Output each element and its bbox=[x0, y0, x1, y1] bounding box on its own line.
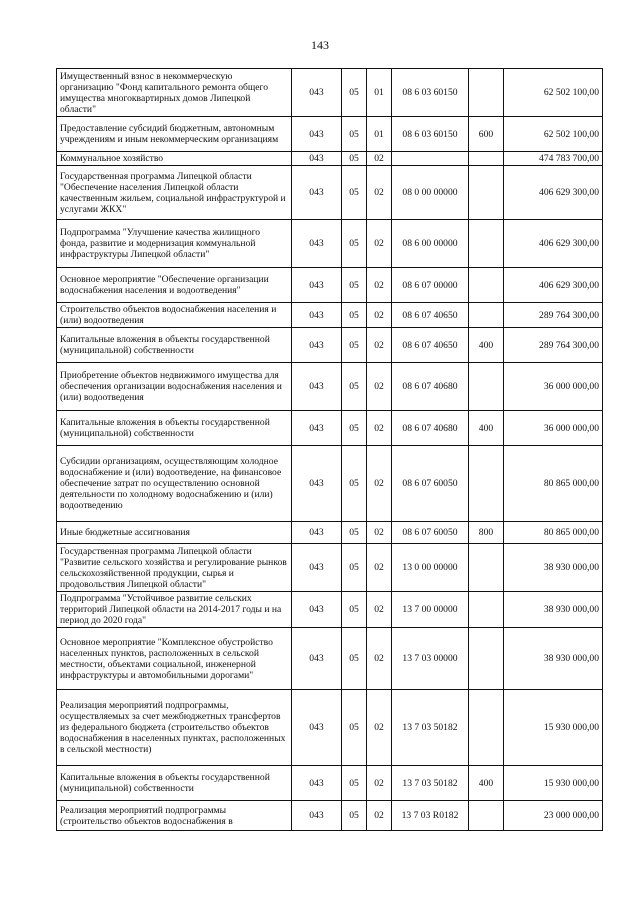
subsection-code-cell: 02 bbox=[367, 592, 392, 628]
expense-type-cell: 800 bbox=[469, 522, 504, 544]
table-row bbox=[57, 363, 603, 411]
section-code-cell: 05 bbox=[342, 220, 367, 268]
expense-type-cell bbox=[469, 446, 504, 522]
subsection-code-cell: 02 bbox=[367, 328, 392, 363]
target-article-cell: 13 7 03 50182 bbox=[392, 766, 469, 801]
subsection-code-cell: 02 bbox=[367, 446, 392, 522]
expense-type-cell bbox=[469, 303, 504, 328]
expense-type-cell bbox=[469, 69, 504, 117]
ministry-code-cell: 043 bbox=[292, 220, 342, 268]
expense-type-cell bbox=[469, 268, 504, 303]
amount-cell: 406 629 300,00 bbox=[504, 220, 603, 268]
row-name-cell: Субсидии организациям, осуществляющим холодное водоснабжение и (или) водоотведение, на финансовое обеспечение затрат по осуществлению основной деятельности по холодному водоснабжению и (или) водоотведению bbox=[57, 446, 292, 522]
section-code-cell: 05 bbox=[342, 328, 367, 363]
table-row bbox=[57, 628, 603, 690]
amount-cell: 38 930 000,00 bbox=[504, 628, 603, 690]
row-name-cell: Капитальные вложения в объекты государственной (муниципальной) собственности bbox=[57, 411, 292, 446]
section-code-cell: 05 bbox=[342, 69, 367, 117]
subsection-code-cell: 02 bbox=[367, 152, 392, 166]
target-article-cell: 13 7 03 00000 bbox=[392, 628, 469, 690]
target-article-cell: 08 6 07 00000 bbox=[392, 268, 469, 303]
table-row bbox=[57, 166, 603, 220]
subsection-code-cell: 02 bbox=[367, 411, 392, 446]
section-code-cell: 05 bbox=[342, 446, 367, 522]
ministry-code-cell: 043 bbox=[292, 446, 342, 522]
expense-type-cell bbox=[469, 166, 504, 220]
target-article-cell: 08 6 03 60150 bbox=[392, 69, 469, 117]
amount-cell: 80 865 000,00 bbox=[504, 446, 603, 522]
ministry-code-cell: 043 bbox=[292, 411, 342, 446]
ministry-code-cell: 043 bbox=[292, 117, 342, 152]
subsection-code-cell: 02 bbox=[367, 166, 392, 220]
section-code-cell: 05 bbox=[342, 303, 367, 328]
target-article-cell: 08 6 03 60150 bbox=[392, 117, 469, 152]
expense-type-cell bbox=[469, 363, 504, 411]
section-code-cell: 05 bbox=[342, 544, 367, 592]
ministry-code-cell: 043 bbox=[292, 69, 342, 117]
budget-table-body bbox=[57, 69, 603, 831]
target-article-cell: 08 6 07 40650 bbox=[392, 303, 469, 328]
row-name-cell: Реализация мероприятий подпрограммы, осуществляемых за счет межбюджетных трансфертов из федерального бюджета (строительство объектов водоснабжения в населенных пунктах, расположенных в сельской местности) bbox=[57, 690, 292, 766]
row-name-cell: Государственная программа Липецкой области "Обеспечение населения Липецкой области качественным жильем, социальной инфраструктурой и услугами ЖКХ" bbox=[57, 166, 292, 220]
row-name-cell: Иные бюджетные ассигнования bbox=[57, 522, 292, 544]
expense-type-cell bbox=[469, 544, 504, 592]
table-row bbox=[57, 446, 603, 522]
table-row bbox=[57, 69, 603, 117]
row-name-cell: Основное мероприятие "Комплексное обустройство населенных пунктов, расположенных в сельской местности, объектами социальной, инженерной инфраструктуры и автомобильными дорогами" bbox=[57, 628, 292, 690]
amount-cell: 38 930 000,00 bbox=[504, 592, 603, 628]
target-article-cell: 08 6 07 40680 bbox=[392, 411, 469, 446]
table-row bbox=[57, 690, 603, 766]
target-article-cell bbox=[392, 152, 469, 166]
section-code-cell: 05 bbox=[342, 411, 367, 446]
ministry-code-cell: 043 bbox=[292, 801, 342, 831]
subsection-code-cell: 02 bbox=[367, 628, 392, 690]
section-code-cell: 05 bbox=[342, 166, 367, 220]
table-row bbox=[57, 220, 603, 268]
subsection-code-cell: 02 bbox=[367, 303, 392, 328]
amount-cell: 15 930 000,00 bbox=[504, 766, 603, 801]
row-name-cell: Предоставление субсидий бюджетным, автономным учреждениям и иным некоммерческим организациям bbox=[57, 117, 292, 152]
ministry-code-cell: 043 bbox=[292, 303, 342, 328]
amount-cell: 80 865 000,00 bbox=[504, 522, 603, 544]
budget-table bbox=[56, 68, 603, 831]
table-row bbox=[57, 303, 603, 328]
subsection-code-cell: 02 bbox=[367, 268, 392, 303]
section-code-cell: 05 bbox=[342, 522, 367, 544]
amount-cell: 36 000 000,00 bbox=[504, 363, 603, 411]
expense-type-cell: 600 bbox=[469, 117, 504, 152]
subsection-code-cell: 01 bbox=[367, 69, 392, 117]
expense-type-cell bbox=[469, 220, 504, 268]
table-row bbox=[57, 152, 603, 166]
amount-cell: 406 629 300,00 bbox=[504, 268, 603, 303]
ministry-code-cell: 043 bbox=[292, 268, 342, 303]
table-row bbox=[57, 268, 603, 303]
table-row bbox=[57, 328, 603, 363]
amount-cell: 36 000 000,00 bbox=[504, 411, 603, 446]
table-row bbox=[57, 766, 603, 801]
section-code-cell: 05 bbox=[342, 117, 367, 152]
ministry-code-cell: 043 bbox=[292, 544, 342, 592]
ministry-code-cell: 043 bbox=[292, 166, 342, 220]
expense-type-cell bbox=[469, 628, 504, 690]
table-row bbox=[57, 592, 603, 628]
subsection-code-cell: 02 bbox=[367, 690, 392, 766]
table-row bbox=[57, 801, 603, 831]
row-name-cell: Строительство объектов водоснабжения населения и (или) водоотведения bbox=[57, 303, 292, 328]
amount-cell: 406 629 300,00 bbox=[504, 166, 603, 220]
amount-cell: 15 930 000,00 bbox=[504, 690, 603, 766]
subsection-code-cell: 02 bbox=[367, 522, 392, 544]
amount-cell: 62 502 100,00 bbox=[504, 117, 603, 152]
row-name-cell: Основное мероприятие "Обеспечение организации водоснабжения населения и водоотведения" bbox=[57, 268, 292, 303]
table-row bbox=[57, 117, 603, 152]
amount-cell: 289 764 300,00 bbox=[504, 328, 603, 363]
amount-cell: 62 502 100,00 bbox=[504, 69, 603, 117]
row-name-cell: Подпрограмма "Устойчивое развитие сельских территорий Липецкой области на 2014-2017 годы и на период до 2020 года" bbox=[57, 592, 292, 628]
subsection-code-cell: 02 bbox=[367, 801, 392, 831]
section-code-cell: 05 bbox=[342, 363, 367, 411]
ministry-code-cell: 043 bbox=[292, 363, 342, 411]
subsection-code-cell: 02 bbox=[367, 766, 392, 801]
amount-cell: 289 764 300,00 bbox=[504, 303, 603, 328]
amount-cell: 38 930 000,00 bbox=[504, 544, 603, 592]
subsection-code-cell: 02 bbox=[367, 363, 392, 411]
amount-cell: 23 000 000,00 bbox=[504, 801, 603, 831]
ministry-code-cell: 043 bbox=[292, 766, 342, 801]
row-name-cell: Коммунальное хозяйство bbox=[57, 152, 292, 166]
amount-cell: 474 783 700,00 bbox=[504, 152, 603, 166]
subsection-code-cell: 02 bbox=[367, 220, 392, 268]
section-code-cell: 05 bbox=[342, 152, 367, 166]
row-name-cell: Реализация мероприятий подпрограммы (строительство объектов водоснабжения в bbox=[57, 801, 292, 831]
expense-type-cell: 400 bbox=[469, 328, 504, 363]
target-article-cell: 13 0 00 00000 bbox=[392, 544, 469, 592]
target-article-cell: 08 6 07 40650 bbox=[392, 328, 469, 363]
section-code-cell: 05 bbox=[342, 766, 367, 801]
section-code-cell: 05 bbox=[342, 592, 367, 628]
row-name-cell: Капитальные вложения в объекты государственной (муниципальной) собственности bbox=[57, 766, 292, 801]
ministry-code-cell: 043 bbox=[292, 328, 342, 363]
expense-type-cell bbox=[469, 690, 504, 766]
section-code-cell: 05 bbox=[342, 628, 367, 690]
target-article-cell: 08 6 07 60050 bbox=[392, 446, 469, 522]
expense-type-cell bbox=[469, 801, 504, 831]
expense-type-cell bbox=[469, 152, 504, 166]
target-article-cell: 13 7 03 50182 bbox=[392, 690, 469, 766]
expense-type-cell: 400 bbox=[469, 766, 504, 801]
target-article-cell: 08 0 00 00000 bbox=[392, 166, 469, 220]
section-code-cell: 05 bbox=[342, 268, 367, 303]
table-row bbox=[57, 411, 603, 446]
expense-type-cell bbox=[469, 592, 504, 628]
row-name-cell: Капитальные вложения в объекты государственной (муниципальной) собственности bbox=[57, 328, 292, 363]
ministry-code-cell: 043 bbox=[292, 152, 342, 166]
target-article-cell: 08 6 07 40680 bbox=[392, 363, 469, 411]
expense-type-cell: 400 bbox=[469, 411, 504, 446]
ministry-code-cell: 043 bbox=[292, 628, 342, 690]
target-article-cell: 08 6 00 00000 bbox=[392, 220, 469, 268]
target-article-cell: 13 7 00 00000 bbox=[392, 592, 469, 628]
section-code-cell: 05 bbox=[342, 801, 367, 831]
ministry-code-cell: 043 bbox=[292, 592, 342, 628]
subsection-code-cell: 02 bbox=[367, 544, 392, 592]
row-name-cell: Имущественный взнос в некоммерческую организацию "Фонд капитального ремонта общего имущества многоквартирных домов Липецкой области" bbox=[57, 69, 292, 117]
row-name-cell: Подпрограмма "Улучшение качества жилищного фонда, развитие и модернизация коммунальной инфраструктуры Липецкой области" bbox=[57, 220, 292, 268]
page-number: 143 bbox=[311, 38, 329, 52]
row-name-cell: Приобретение объектов недвижимого имущества для обеспечения организации водоснабжения населения и (или) водоотведения bbox=[57, 363, 292, 411]
target-article-cell: 08 6 07 60050 bbox=[392, 522, 469, 544]
ministry-code-cell: 043 bbox=[292, 690, 342, 766]
table-row bbox=[57, 544, 603, 592]
section-code-cell: 05 bbox=[342, 690, 367, 766]
table-row bbox=[57, 522, 603, 544]
subsection-code-cell: 01 bbox=[367, 117, 392, 152]
row-name-cell: Государственная программа Липецкой области "Развитие сельского хозяйства и регулирование рынков сельскохозяйственной продукции, сырья и продовольствия Липецкой области" bbox=[57, 544, 292, 592]
target-article-cell: 13 7 03 R0182 bbox=[392, 801, 469, 831]
ministry-code-cell: 043 bbox=[292, 522, 342, 544]
